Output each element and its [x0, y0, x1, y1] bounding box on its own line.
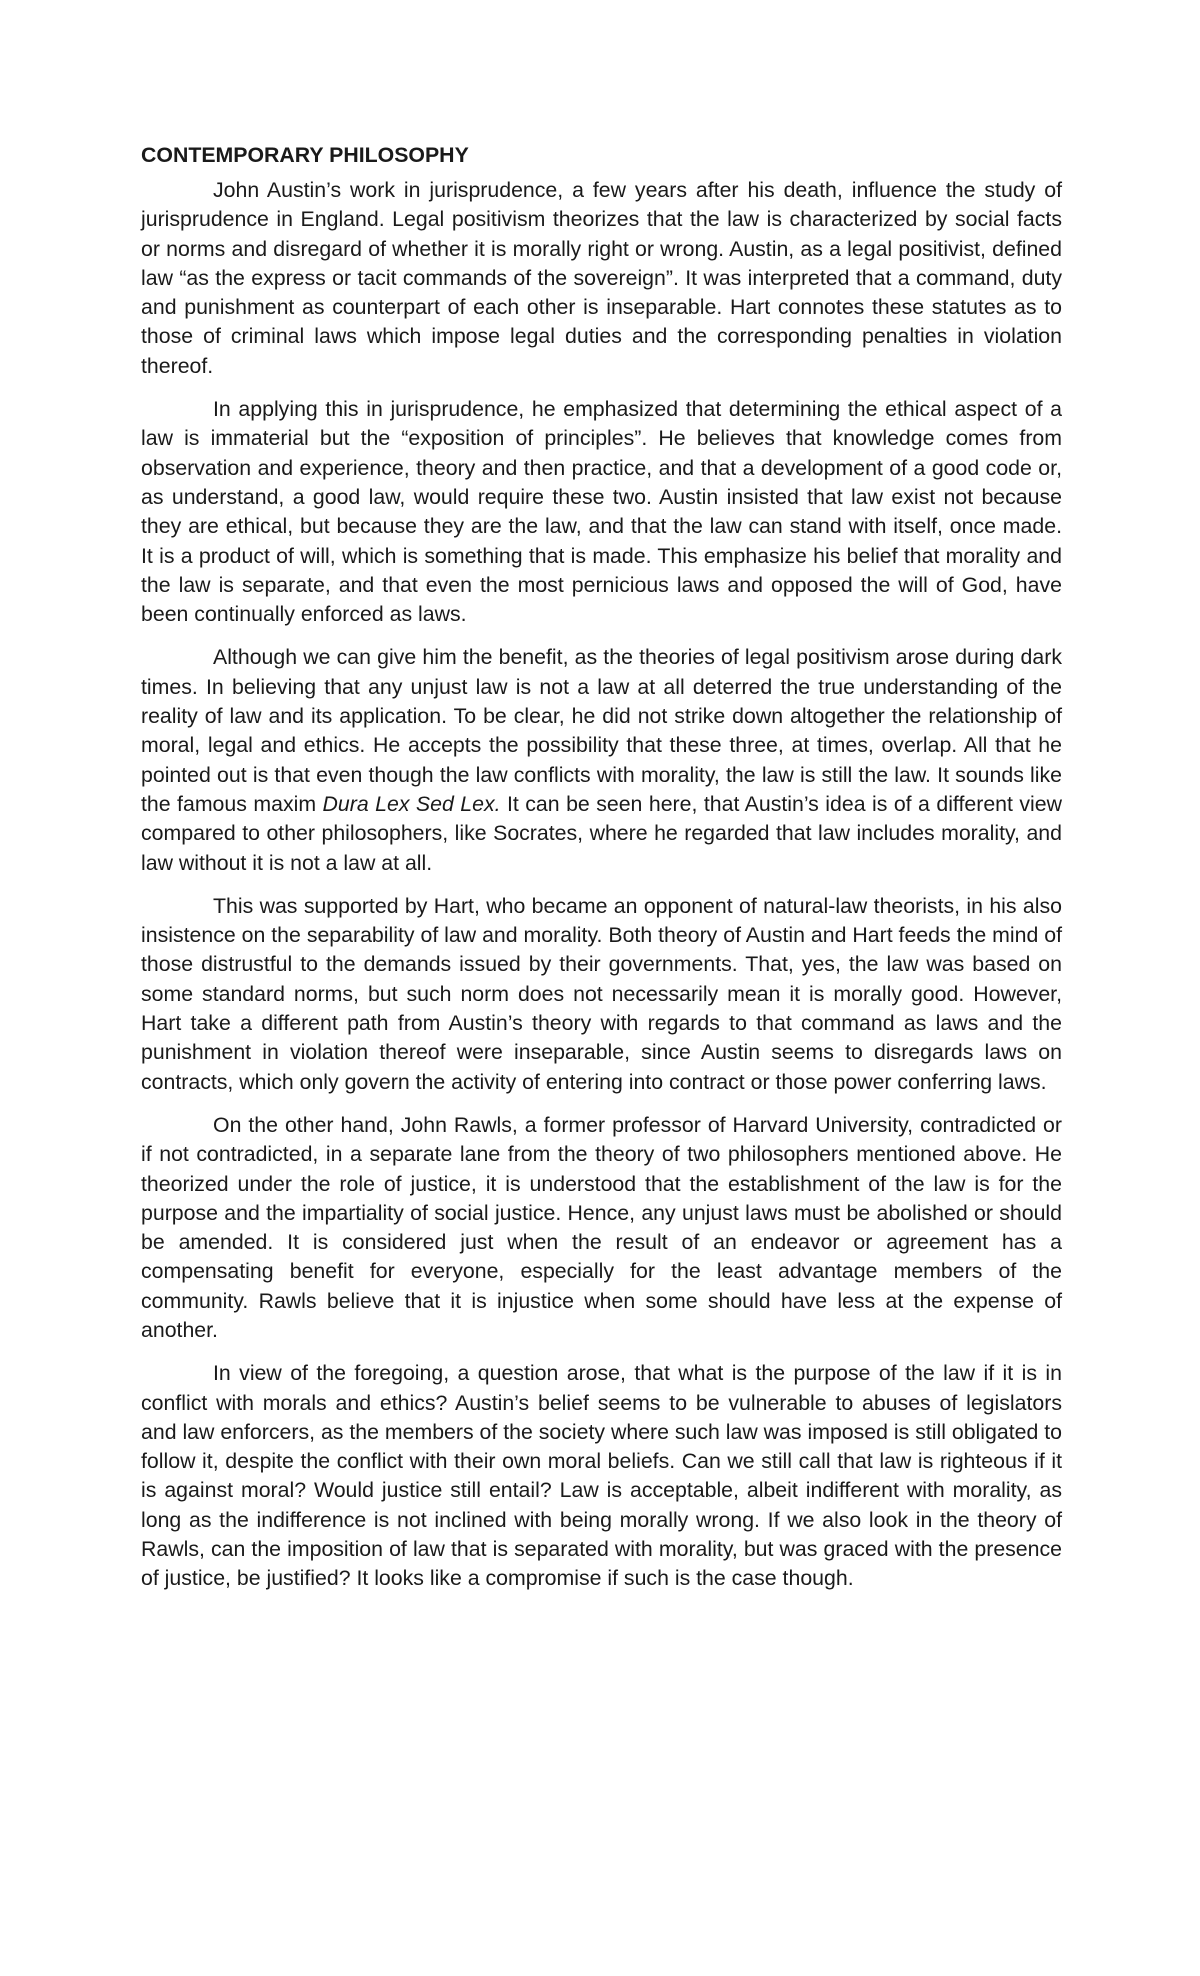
- document-page: [141, 141, 1062, 1608]
- paragraph-2: In applying this in jurisprudence, he emphasized that determining the ethical aspect of a law is immaterial but the “exposition of principles”. He believes that knowledge comes from observation and experience, theory and then practice, and that a development of a good code or, as understand, a good law, would require these two. Austin insisted that law exist not because they are ethical, but because they are the law, and that the law can stand with itself, once made. It is a product of will, which is something that is made. This emphasize his belief that morality and the law is separate, and that even the most pernicious laws and opposed the will of God, have been continually enforced as laws.: [141, 397, 1062, 627]
- document-title: CONTEMPORARY PHILOSOPHY: [141, 143, 469, 167]
- paragraph-5: On the other hand, John Rawls, a former professor of Harvard University, contradicted or if not contradicted, in a separate lane from the theory of two philosophers mentioned above. He theorized under the role of justice, it is understood that the establishment of the law is for the purpose and the impartiality of social justice. Hence, any unjust laws must be abolished or should be amended. It is considered just when the result of an endeavor or agreement has a compensating benefit for everyone, especially for the least advantage members of the community. Rawls believe that it is injustice when some should have less at the expense of another.: [141, 1112, 1062, 1342]
- paragraph-4: This was supported by Hart, who became an opponent of natural-law theorists, in his also insistence on the separability of law and morality. Both theory of Austin and Hart feeds the mind of those distrustful to the demands issued by their governments. That, yes, the law was based on some standard norms, but such norm does not necessarily mean it is morally good. However, Hart take a different path from Austin’s theory with regards to that command as laws and the punishment in violation thereof were inseparable, since Austin seems to disregards laws on contracts, which only govern the activity of entering into contract or those power conferring laws.: [141, 893, 1062, 1094]
- paragraph-1: John Austin’s work in jurisprudence, a few years after his death, influence the study of jurisprudence in England. Legal positivism theorizes that the law is characterized by social facts or norms and disregard of whether it is morally right or wrong. Austin, as a legal positivist, defined law “as the express or tacit commands of the sovereign”. It was interpreted that a command, duty and punishment as counterpart of each other is inseparable. Hart connotes these statutes as to those of criminal laws which impose legal duties and the corresponding penalties in violation thereof.: [141, 178, 1062, 378]
- latin-maxim: Dura Lex Sed Lex.: [322, 791, 501, 816]
- paragraph-3: [141, 643, 1062, 877]
- paragraph-3-text-before: Although we can give him the benefit, as the theories of legal positivism arose during dark times. In believing that any unjust law is not a law at all deterred the true understanding of the reality of law and its application. To be clear, he did not strike down altogether the relationship of moral, legal and ethics. He accepts the possibility that these three, at times, overlap. All that he pointed out is that even though the law conflicts with morality, the law is still the law. It sounds like the famous maxim: [141, 645, 1062, 816]
- paragraph-6: In view of the foregoing, a question arose, that what is the purpose of the law if it is in conflict with morals and ethics? Austin’s belief seems to be vulnerable to abuses of legislators and law enforcers, as the members of the society where such law was imposed is still obligated to follow it, despite the conflict with their own moral beliefs. Can we still call that law is righteous if it is against moral? Would justice still entail? Law is acceptable, albeit indifferent with morality, as long as the indifference is not inclined with being morally wrong. If we also look in the theory of Rawls, can the imposition of law that is separated with morality, but was graced with the presence of justice, be justified? It looks like a compromise if such is the case though.: [141, 1361, 1062, 1591]
- paragraph-3-text-after: It can be seen here, that Austin’s idea is of a different view compared to other philosophers, like Socrates, where he regarded that law includes morality, and law without it is not a law at all.: [141, 791, 1062, 875]
